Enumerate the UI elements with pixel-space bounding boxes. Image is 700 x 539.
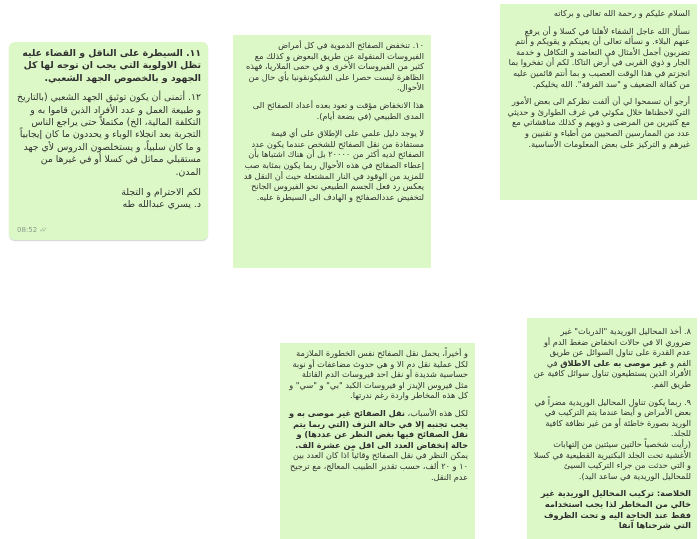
message-bubble-closing[interactable] [9,42,208,240]
author-signature: د. يسري عبدالله طه [122,199,201,211]
message-salutation [16,187,201,212]
message-bubble-platelets[interactable] [233,35,431,268]
message-paragraph-mixed [533,326,691,390]
message-time: 08:52 [17,226,38,235]
salutation-text: لكم الاحترام و التجلة [121,187,201,199]
message-paragraph-bold [16,48,201,85]
message-text: لكل هذه الأسباب، [407,407,468,418]
message-bold-text: غير موصى به على الاطلاق [560,357,668,368]
message-paragraph: ١٠. تنخفض الصفائح الدموية في كل أمراض الفيروسات المنقولة عن طريق البعوض و كذلك مع كثير من الفيروسات الأخرى و في حمى الملاريا، فهذه الظاهرة ليست حصرا على الشيكونقونيا بأي حال من الأحوال. [246,40,424,93]
double-check-icon: ✓✓ [39,226,45,235]
message-bubble-iv-fluids[interactable] [527,318,697,539]
message-paragraph: هذا الانخفاض مؤقت و تعود بعده أعداد الصفائح الى المدى الطبيعي (في بضعة أيام). [252,99,424,121]
message-text: ٨. أخذ المحاليل الوريدية "الدربات" غير ضروري الا في حالات انخفاض ضغط الدم أو عدم القدرة على تناول السوائل عن طريق الفم و [543,326,691,368]
message-bold-text: نقل الصفائح غير موصى به و يجب تجنبه إلا في حالة النزف (التي ربما يتم نقل الصفائح فيها بغض النظر عن عددها) و حالة إنخفاض العدد الى اقل من عشرة الف. [288,407,468,450]
message-bubble-risks[interactable] [280,343,475,539]
message-text: ٩. ربما يكون تناول المحاليل الوريدية مضراً في بعض الأمراض و أيضا عندما يتم التركيب في الوريد بصورة خاطئة أو من غير نظافة كافية للجلد. [534,396,691,439]
message-bold-text: الخلاصة: تركيب المحاليل الوريدية غير خالي من المخاطر لذا يجب استخدامه فقط عند الحاجة اليه و تحت الظروف التي شرحناها آنفا [540,488,691,531]
message-paragraph: أرجو أن تسمحوا لي أن ألفت نظركم الى بعض الأمور التي لاحظناها خلال مكوثي في غرف الطوارئ و حديثي مع كثيرين من المرضى و ذويهم و كذلك مناقشاتي مع عدد من الممارسين الصحيين من أطباء و تقنيين و غيرهم و التركيز على بعض المعلومات الأساسية. [507,96,690,149]
message-meta [17,225,45,236]
message-greeting: السلام عليكم و رحمة الله تعالى و بركاته [553,8,690,18]
message-paragraph: لا يوجد دليل علمي على الإطلاق على أي قيمة مستفادة من نقل الصفائح للشخص عندما يكون عدد الصفائح لديه أكثر من ٢٠٠٠٠ بل أن هناك اشتباها بأن إعطاء الصفائح في هذه الأحوال ربما يكون بمثابة صب للمزيد من الوقود في النار المشتعلة حيث أن النقل قد يعكس رد فعل الجسم الطبيعي نحو الفيروس الجانح لتخفيض عددالصفائح و الهادف الى السيطرة عليه. [243,128,424,202]
message-paragraph [533,397,691,482]
message-paragraph: نسأل الله عاجل الشفاء لأهلنا في كسلا و أن يرفع عنهم البلاء. و نسأله تعالى أن يعينكم و يقويكم و أنتم تضربون أجمل الأمثال في التعاضد و التكافل و خدمة الجار و ذوي القربى في أرض التاكا. لكم أن تفخروا بما انجزتم في هذا الوقت العصيب و بما أنتم قائمين عليه من كفالة الضعيف و "سد الفرقة". الله يخليكم. [508,25,690,89]
message-paragraph-mixed [287,408,468,482]
message-text: يمكن النظر في نقل الصفائح وقائياً اذا كان العدد بين ١٠ و ٢٠ ألف، حسب تقدير الطبيب المعالج، مع ترجيح عدم النقل. [290,450,468,482]
message-text: (رأيت شخصياً حالتين سيئتين من إلتهابات الأغشية تحت الجلد البكتيرية القطيعية في كسلا و التي حدثت من جراء التركيب السيئ للمحاليل الوريدية في ساعد اليد). [533,438,691,481]
message-text: في الأفراد الذين يستطيعون تناول سوائل كافية عن طريق الفم. [533,357,691,389]
message-paragraph-bold [533,488,691,530]
message-bold-text: ١١. السيطرة على الناقل و القضاء عليه تظل الاولوية التي يجب ان توجه لها كل الجهود و بالخصوص الجهد الشعبي. [22,48,201,84]
message-paragraph: ١٢. أتمنى أن يكون توثيق الجهد الشعبي (بالتاريخ و طبيعة العمل و عدد الأفراد الذين قاموا به و التكلفة المالية، الخ) مكتملاً حتى يراجع الناس التجربة بعد انجلاء الوباء و يحددون ما كان إيجابياً و ما كان سلبياً، و يستخلصون الدروس لأي جهد مستقبلي مماثل في كسلا أو في غيرها من المدن. [17,92,201,178]
message-paragraph: و أخيراً، يحمل نقل الصفائح نفس الخطورة الملازمة لكل عملية نقل دم الا و هي حدوث مضاعفات أو نوبة حساسية شديدة أو نقل احد فيروسات الدم القاتلة مثل فيروس الإيدز او فيروسات الكبد "بي" و "سي" و كل هذه المخاطر واردة رغم ندرتها. [289,348,468,401]
message-bubble-greeting[interactable] [500,4,697,200]
